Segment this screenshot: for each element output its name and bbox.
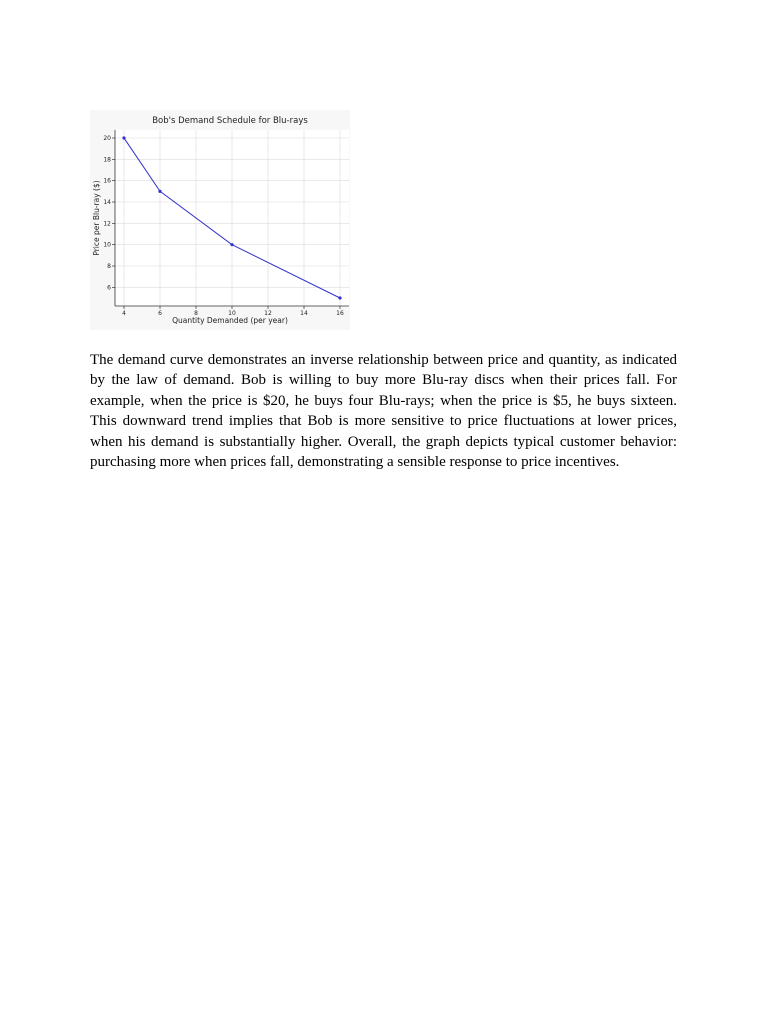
y-tick-label: 8	[107, 263, 111, 270]
y-axis-label: Price per Blu-ray ($)	[92, 180, 101, 256]
data-point	[338, 296, 341, 299]
demand-chart	[90, 110, 350, 330]
y-tick-label: 10	[103, 241, 111, 249]
y-tick-label: 20	[103, 135, 111, 142]
x-tick-label: 4	[122, 310, 126, 317]
data-point	[122, 136, 125, 139]
demand-chart-svg	[90, 110, 350, 330]
x-tick-label: 10	[228, 310, 236, 317]
y-tick-label: 12	[103, 220, 111, 228]
chart-title: Bob's Demand Schedule for Blu-rays	[152, 116, 308, 126]
x-tick-label: 8	[194, 310, 198, 317]
y-tick-label: 18	[103, 156, 111, 164]
y-tick-label: 16	[103, 177, 111, 185]
x-axis-label: Quantity Demanded (per year)	[172, 316, 288, 325]
x-tick-label: 12	[264, 310, 272, 317]
y-tick-label: 14	[103, 199, 111, 206]
body-paragraph: The demand curve demonstrates an inverse relationship between price and quantity, as indicated by the law of demand. Bob is willing to buy more Blu-ray discs when their prices fall. For example, when the price is $20, he buys four Blu-rays; when the price is $5, he buys sixteen. This downward trend implies that Bob is more sensitive to price fluctuations at lower prices, when his demand is substantially higher. Overall, the graph depicts typical customer behavior: purchasing more when prices fall, demonstrating a sensible response to price incentives.	[90, 352, 677, 471]
x-tick-label: 6	[158, 310, 162, 317]
x-tick-label: 16	[336, 310, 344, 317]
data-point	[158, 190, 161, 193]
x-tick-label: 14	[300, 310, 308, 317]
y-tick-label: 6	[107, 284, 111, 292]
data-point	[230, 243, 233, 246]
